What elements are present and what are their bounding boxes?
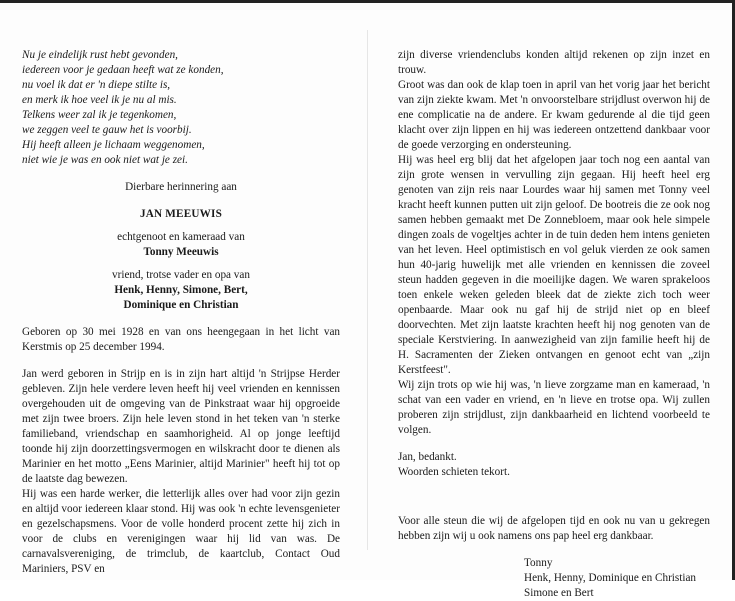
poem-line: we zeggen veel te gauw het is voorbij. [22, 124, 192, 136]
farewell-line: Jan, bedankt. [398, 451, 457, 463]
signature-line: Henk, Henny, Dominique en Christian [524, 572, 697, 584]
biography-paragraph: zijn diverse vriendenclubs konden altijd rekenen op zijn inzet en trouw. [398, 49, 710, 76]
spouse-name: Tonny Meeuwis [143, 246, 219, 258]
biography-paragraph: Groot was dan ook de klap toen in april van het vorig jaar het bericht van zijn ziekte kwam. Met 'n onvoorstelbare strijdlust overwon hij de ene complicatie na de andere. Er kwam gedurende al die tijd geen klacht over zijn lippen en hij was iedereen ontzettend dankbaar voor de goede verzorging en ondersteuning. [398, 79, 710, 151]
poem-line: nu voel ik dat er 'n diepe stilte is, [22, 79, 171, 91]
card-fold-line [367, 30, 368, 550]
thanks-text: Voor alle steun die wij de afgelopen tijd en ook nu van u gekregen hebben zijn wij u ook namens ons pap heel erg dankbaar. [398, 515, 710, 542]
left-column [22, 48, 340, 577]
farewell-line: Woorden schieten tekort. [398, 466, 510, 478]
poem-line: Hij heeft alleen je lichaam weggenomen, [22, 139, 205, 151]
right-column [398, 48, 710, 601]
poem [22, 48, 340, 168]
children-names: Henk, Henny, Simone, Bert, [114, 284, 248, 296]
birth-death-text: Geboren op 30 mei 1928 en van ons heengegaan in het licht van Kerstmis op 25 december 1994. [22, 326, 340, 353]
poem-line: Telkens weer zal ik je tegenkomen, [22, 109, 177, 121]
poem-line: iedereen voor je gedaan heeft wat ze konden, [22, 64, 224, 76]
signature-line: Simone en Bert [524, 587, 594, 599]
biography-paragraph: Wij zijn trots op wie hij was, 'n lieve zorgzame man en kameraad, 'n schat van een vader en vriend, en 'n lieve en trotse opa. Wij zullen proberen zijn strijdlust, zijn dankbaarheid en lichtend voorbeeld te volgen. [398, 379, 710, 436]
poem-line: niet wie je was en ook niet wat je zei. [22, 154, 188, 166]
biography-paragraph: Hij was een harde werker, die letterlijk alles over had voor zijn gezin en altijd voor iedereen klaar stond. Hij was ook 'n echte levensgenieter en gezelschapsmens. Voor de volle honderd procent zette hij zich in voor de clubs en verenigingen waar hij lid van was. De carnavalsvereniging, de trimclub, de kaartclub, Contact Oud Mariniers, PSV en [22, 488, 340, 575]
signature-line: Tonny [524, 557, 553, 569]
poem-line: Nu je eindelijk rust hebt gevonden, [22, 49, 178, 61]
biography-paragraph: Jan werd geboren in Strijp en is in zijn hart altijd 'n Strijpse Herder gebleven. Zijn hele verdere leven heeft hij veel vrienden en kennissen overgehouden uit de omgeving van de Pinkstraat waar hij opgroeide met zijn twee broers. Zijn hele leven stond in het teken van 'n sterke familieband, vriendschap en saamhorigheid. Al op jonge leeftijd toonde hij zijn doorzettingsvermogen en wilskracht door te dienen als Marinier en het motto „Eens Marinier, altijd Marinier" heeft hij tot op de laatste dag bewezen. [22, 368, 340, 485]
children-names: Dominique en Christian [123, 299, 239, 311]
remembrance-intro: Dierbare herinnering aan [125, 181, 237, 193]
poem-line: en merk ik hoe veel ik je nu al mis. [22, 94, 177, 106]
deceased-name: JAN MEEUWIS [139, 208, 223, 220]
biography-paragraph: Hij was heel erg blij dat het afgelopen jaar toch nog een aantal van zijn grote wensen in vervulling zijn gegaan. Hij heeft heel erg genoten van zijn reis naar Lourdes waar hij samen met Tonny veel kracht heeft kunnen putten uit zijn geloof. De bootreis die ze ook nog samen hebben gemaakt met De Zonnebloem, maar ook hele simpele dingen zoals de vogeltjes achter in de tuin deden hem intens genieten van het leven. Heel optimistisch en vol geluk vierden ze ook samen hun 40-jarig huwelijk met alle vrienden en kennissen die zoveel steun hadden gegeven in die moeilijke dagen. We waren sprakeloos toen enkele weken geleden bleek dat de ziekte zich toch weer openbaarde. Maar ook nu gaf hij de strijd niet op en bleef doorvechten. Met zijn laatste krachten heeft hij nog genoten van de speciale Kerstviering. In aanwezigheid van zijn familie heeft hij de H. Sacramenten der Zieken ontvangen en genoot echt van „zijn Kerstfeest". [398, 154, 710, 376]
spouse-line: echtgenoot en kameraad van [117, 231, 245, 243]
signature [398, 556, 710, 601]
scan-edge-top [0, 0, 735, 3]
family-line: vriend, trotse vader en opa van [112, 269, 250, 281]
